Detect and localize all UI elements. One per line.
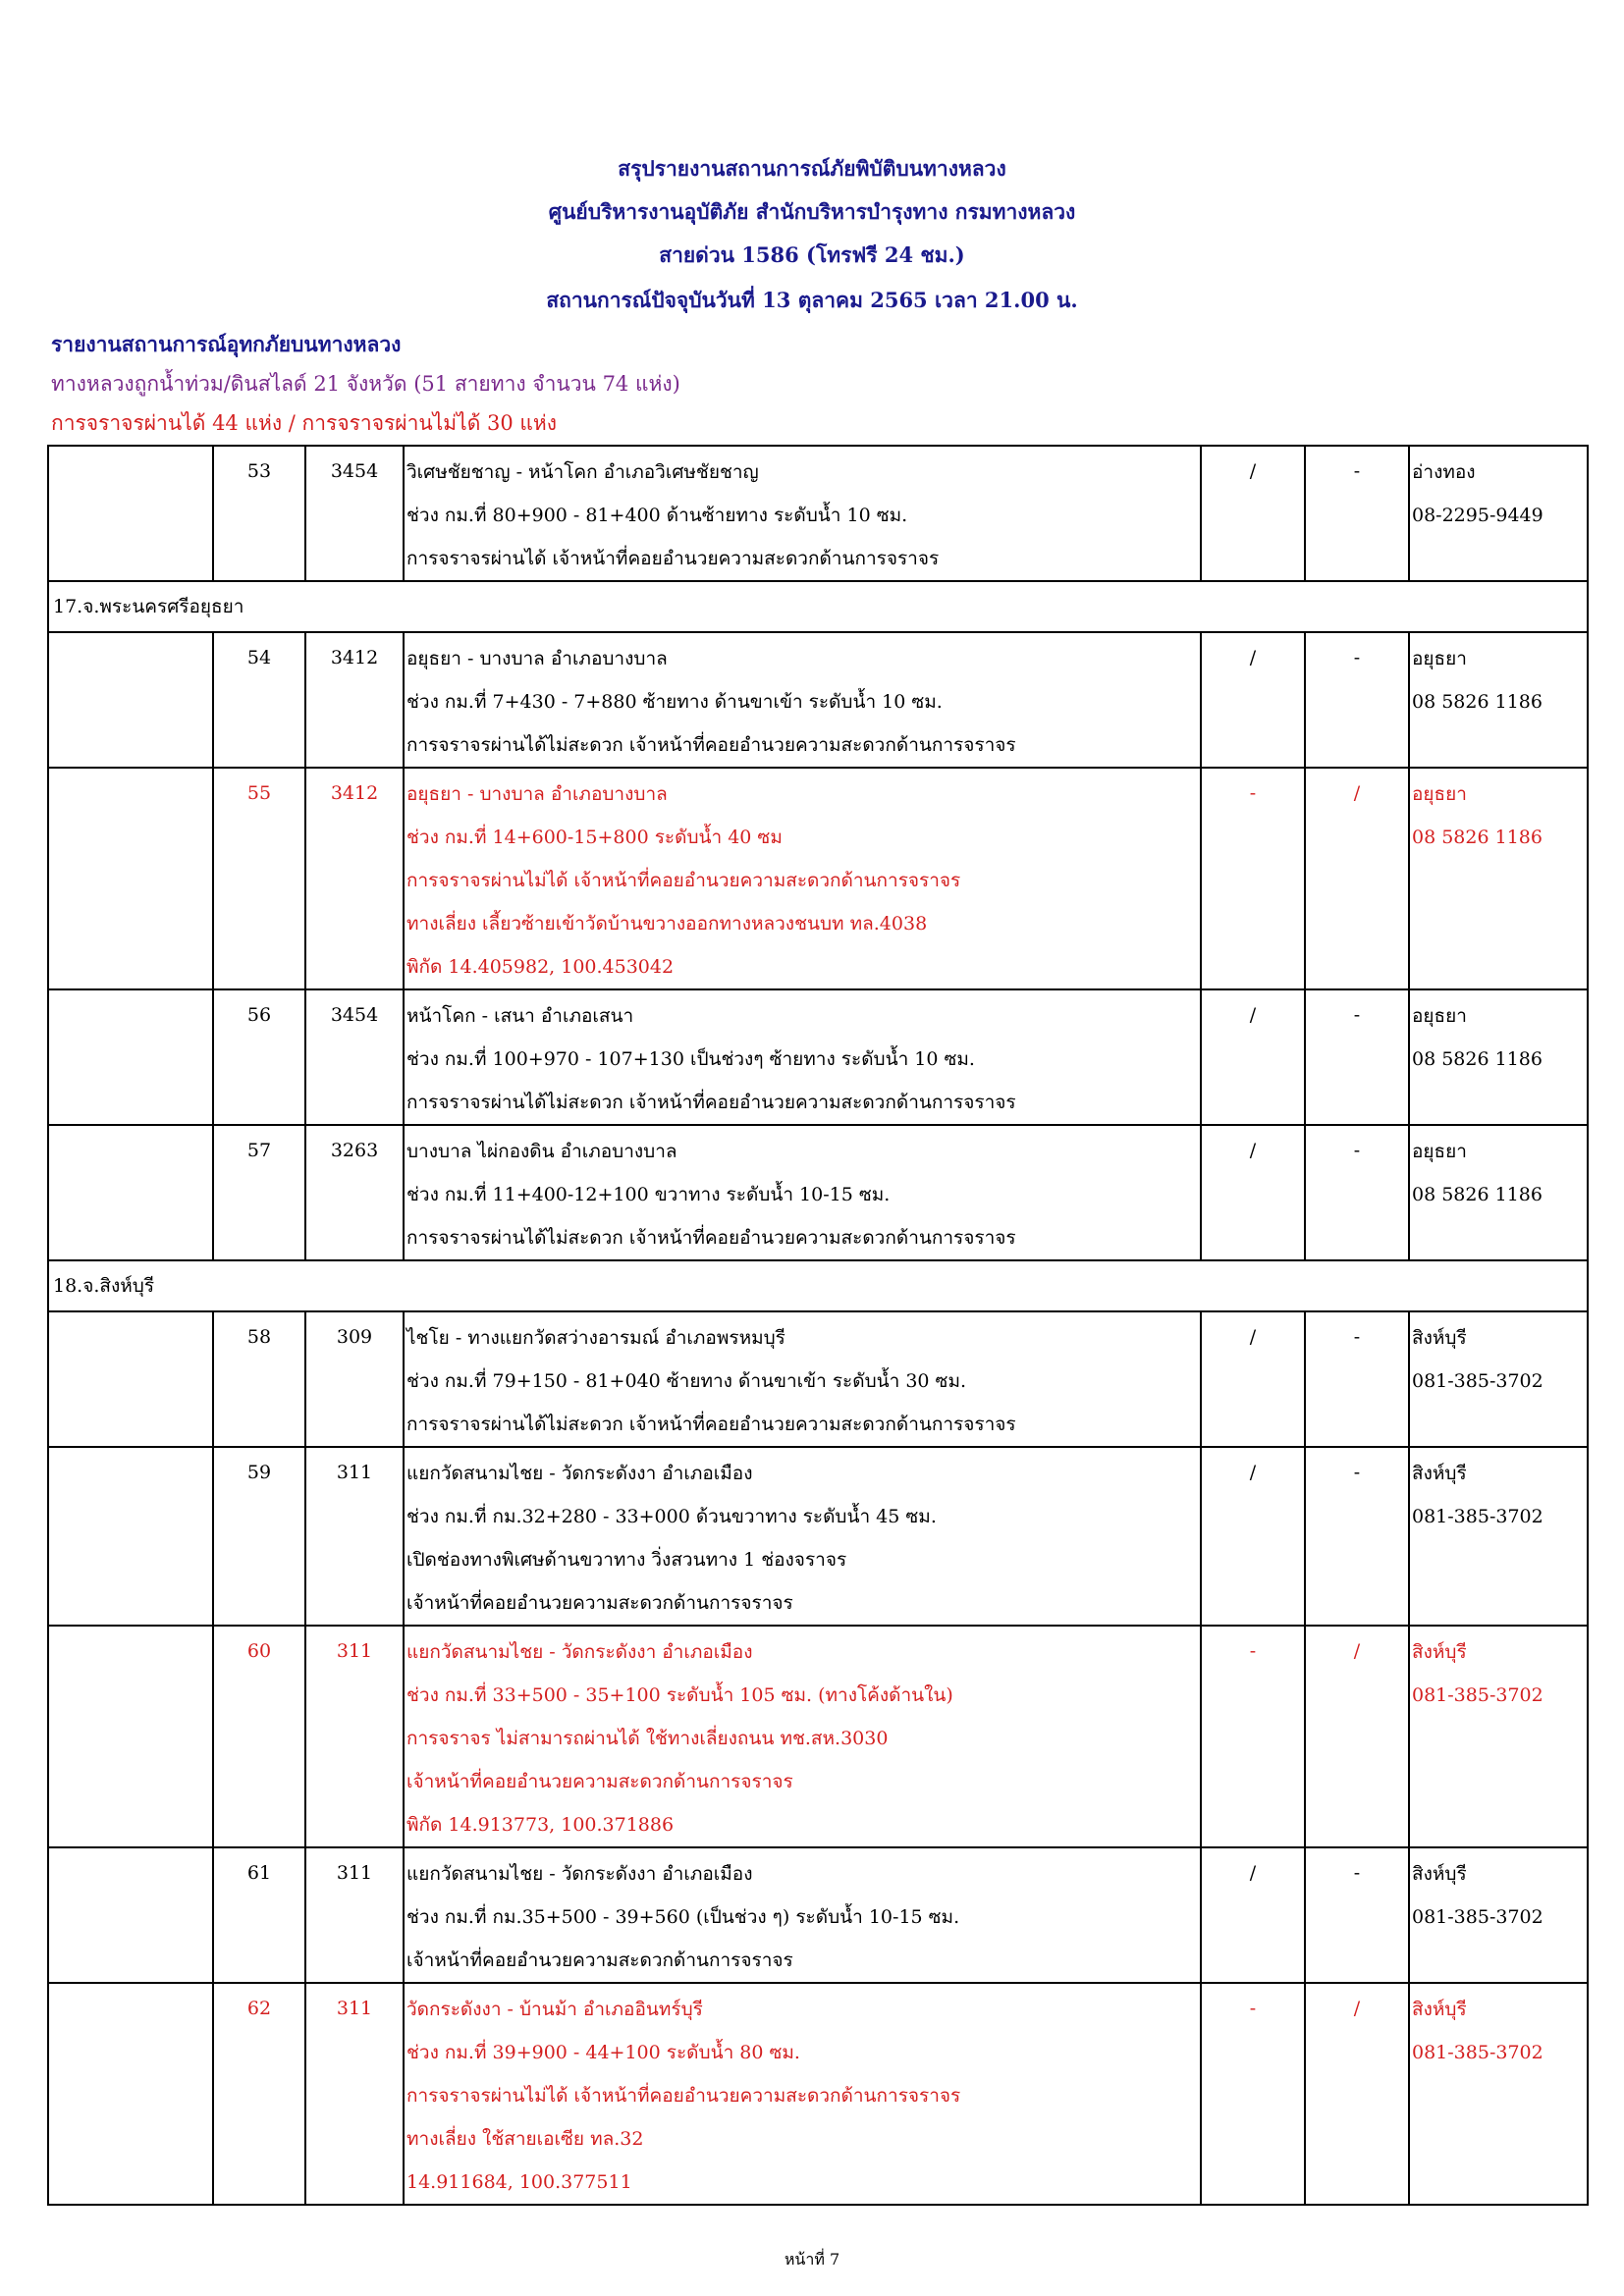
impassable-mark: -	[1305, 1447, 1409, 1626]
page-number: หน้าที่ 7	[784, 2250, 840, 2269]
table-row	[48, 1847, 1588, 1983]
contact-cell	[1409, 632, 1588, 768]
contact-office: อ่างทอง	[1412, 461, 1476, 483]
detail-line: อยุธยา - บางบาล อำเภอบางบาล	[406, 783, 668, 805]
contact-office: อยุธยา	[1412, 648, 1467, 669]
impassable-mark: -	[1305, 632, 1409, 768]
passable-mark: /	[1201, 989, 1305, 1125]
summary-traffic: การจราจรผ่านได้ 44 แห่ง / การจราจรผ่านไม่ได้ 30 แห่ง	[51, 411, 558, 435]
blank-cell	[48, 768, 213, 989]
detail-line: การจราจรผ่านได้ไม่สะดวก เจ้าหน้าที่คอยอำนวยความสะดวกด้านการจราจร	[406, 734, 1016, 756]
detail-line: อยุธยา - บางบาล อำเภอบางบาล	[406, 648, 668, 669]
row-number: 57	[213, 1125, 305, 1260]
passable-mark: /	[1201, 1125, 1305, 1260]
report-agency: ศูนย์บริหารงานอุบัติภัย สำนักบริหารบำรุงทาง กรมทางหลวง	[548, 199, 1076, 224]
detail-line: 14.911684, 100.377511	[406, 2171, 632, 2193]
table-row	[48, 768, 1588, 989]
detail-line: ช่วง กม.ที่ 7+430 - 7+880 ซ้ายทาง ด้านขาเข้า ระดับน้ำ 10 ซม.	[406, 691, 943, 713]
location-details	[404, 1847, 1201, 1983]
row-number: 56	[213, 989, 305, 1125]
impassable-mark: /	[1305, 768, 1409, 989]
contact-phone: 08 5826 1186	[1412, 1184, 1543, 1205]
impassable-mark: /	[1305, 1983, 1409, 2205]
passable-mark: -	[1201, 1983, 1305, 2205]
province-name: 18.จ.สิงห์บุรี	[48, 1260, 1588, 1311]
detail-line: พิกัด 14.405982, 100.453042	[406, 956, 675, 978]
blank-cell	[48, 1311, 213, 1447]
impassable-mark: -	[1305, 1847, 1409, 1983]
detail-line: การจราจรผ่านได้ไม่สะดวก เจ้าหน้าที่คอยอำนวยความสะดวกด้านการจราจร	[406, 1227, 1016, 1249]
detail-line: วัดกระดังงา - บ้านม้า อำเภออินทร์บุรี	[406, 1999, 703, 2020]
impassable-mark: -	[1305, 989, 1409, 1125]
route-number: 311	[305, 1847, 404, 1983]
contact-office: อยุธยา	[1412, 783, 1467, 805]
row-number: 61	[213, 1847, 305, 1983]
contact-phone: 08 5826 1186	[1412, 691, 1543, 713]
detail-line: ช่วง กม.ที่ กม.32+280 - 33+000 ด้วนขวาทาง ระดับน้ำ 45 ซม.	[406, 1506, 937, 1527]
contact-cell	[1409, 1311, 1588, 1447]
row-number: 58	[213, 1311, 305, 1447]
detail-line: การจราจร ไม่สามารถผ่านได้ ใช้ทางเลี่ยงถนน ทช.สห.3030	[406, 1728, 889, 1749]
location-details	[404, 1983, 1201, 2205]
incident-table	[47, 445, 1589, 2206]
detail-line: การจราจรผ่านไม่ได้ เจ้าหน้าที่คอยอำนวยความสะดวกด้านการจราจร	[406, 2085, 961, 2107]
contact-phone: 08-2295-9449	[1412, 505, 1543, 526]
location-details	[404, 989, 1201, 1125]
province-name: 17.จ.พระนครศรีอยุธยา	[48, 581, 1588, 632]
blank-cell	[48, 989, 213, 1125]
contact-phone: 08 5826 1186	[1412, 1048, 1543, 1070]
contact-cell	[1409, 1847, 1588, 1983]
province-row	[48, 581, 1588, 632]
location-details	[404, 1311, 1201, 1447]
contact-office: สิงห์บุรี	[1412, 1463, 1467, 1484]
detail-line: เจ้าหน้าที่คอยอำนวยความสะดวกด้านการจราจร	[406, 1592, 793, 1614]
detail-line: แยกวัดสนามไชย - วัดกระดังงา อำเภอเมือง	[406, 1463, 753, 1484]
location-details	[404, 446, 1201, 581]
route-number: 311	[305, 1626, 404, 1847]
detail-line: เจ้าหน้าที่คอยอำนวยความสะดวกด้านการจราจร	[406, 1949, 793, 1971]
contact-cell	[1409, 768, 1588, 989]
row-number: 54	[213, 632, 305, 768]
contact-phone: 08 5826 1186	[1412, 827, 1543, 848]
row-number: 62	[213, 1983, 305, 2205]
table-row	[48, 1983, 1588, 2205]
detail-line: หน้าโคก - เสนา อำเภอเสนา	[406, 1005, 634, 1027]
detail-line: ทางเลี่ยง ใช้สายเอเซีย ทล.32	[406, 2128, 644, 2150]
contact-cell	[1409, 1983, 1588, 2205]
impassable-mark: -	[1305, 1125, 1409, 1260]
contact-phone: 081-385-3702	[1412, 1684, 1543, 1706]
route-number: 3412	[305, 768, 404, 989]
passable-mark: /	[1201, 446, 1305, 581]
detail-line: เจ้าหน้าที่คอยอำนวยความสะดวกด้านการจราจร	[406, 1771, 793, 1792]
detail-line: การจราจรผ่านไม่ได้ เจ้าหน้าที่คอยอำนวยความสะดวกด้านการจราจร	[406, 870, 961, 891]
blank-cell	[48, 1983, 213, 2205]
report-header	[0, 147, 1624, 322]
contact-cell	[1409, 446, 1588, 581]
table-row	[48, 1447, 1588, 1626]
contact-office: อยุธยา	[1412, 1141, 1467, 1162]
detail-line: วิเศษชัยชาญ - หน้าโคก อำเภอวิเศษชัยชาญ	[406, 461, 759, 483]
passable-mark: /	[1201, 1311, 1305, 1447]
contact-cell	[1409, 989, 1588, 1125]
impassable-mark: /	[1305, 1626, 1409, 1847]
contact-phone: 081-385-3702	[1412, 2042, 1543, 2063]
province-row	[48, 1260, 1588, 1311]
report-title: สรุปรายงานสถานการณ์ภัยพิบัติบนทางหลวง	[618, 156, 1006, 181]
impassable-mark: -	[1305, 446, 1409, 581]
contact-phone: 081-385-3702	[1412, 1506, 1543, 1527]
blank-cell	[48, 1847, 213, 1983]
detail-line: ช่วง กม.ที่ กม.35+500 - 39+560 (เป็นช่วง ๆ) ระดับน้ำ 10-15 ซม.	[406, 1906, 960, 1928]
contact-cell	[1409, 1626, 1588, 1847]
table-row	[48, 1626, 1588, 1847]
route-number: 3412	[305, 632, 404, 768]
detail-line: ทางเลี่ยง เลี้ยวซ้ายเข้าวัดบ้านขวางออกทางหลวงชนบท ทล.4038	[406, 913, 928, 934]
location-details	[404, 768, 1201, 989]
contact-office: สิงห์บุรี	[1412, 1327, 1467, 1349]
passable-mark: -	[1201, 768, 1305, 989]
blank-cell	[48, 1125, 213, 1260]
summary-title: รายงานสถานการณ์อุทกภัยบนทางหลวง	[51, 332, 402, 356]
location-details	[404, 1125, 1201, 1260]
contact-phone: 081-385-3702	[1412, 1370, 1543, 1392]
passable-mark: -	[1201, 1626, 1305, 1847]
detail-line: บางบาล ไผ่กองดิน อำเภอบางบาล	[406, 1141, 677, 1162]
detail-line: การจราจรผ่านได้ไม่สะดวก เจ้าหน้าที่คอยอำนวยความสะดวกด้านการจราจร	[406, 1414, 1016, 1435]
blank-cell	[48, 1626, 213, 1847]
row-number: 53	[213, 446, 305, 581]
summary-affected: ทางหลวงถูกน้ำท่วม/ดินสไลด์ 21 จังหวัด (51 สายทาง จำนวน 74 แห่ง)	[51, 372, 680, 396]
contact-office: สิงห์บุรี	[1412, 1999, 1467, 2020]
route-number: 309	[305, 1311, 404, 1447]
table-row	[48, 1311, 1588, 1447]
row-number: 55	[213, 768, 305, 989]
route-number: 311	[305, 1447, 404, 1626]
table-row	[48, 1125, 1588, 1260]
table-row	[48, 989, 1588, 1125]
table-row	[48, 632, 1588, 768]
contact-cell	[1409, 1125, 1588, 1260]
detail-line: เปิดช่องทางพิเศษด้านขวาทาง วิ่งสวนทาง 1 ช่องจราจร	[406, 1549, 847, 1571]
detail-line: การจราจรผ่านได้ เจ้าหน้าที่คอยอำนวยความสะดวกด้านการจราจร	[406, 548, 940, 569]
detail-line: ช่วง กม.ที่ 100+970 - 107+130 เป็นช่วงๆ ซ้ายทาง ระดับน้ำ 10 ซม.	[406, 1048, 975, 1070]
detail-line: ช่วง กม.ที่ 79+150 - 81+040 ซ้ายทาง ด้านขาเข้า ระดับน้ำ 30 ซม.	[406, 1370, 967, 1392]
contact-office: สิงห์บุรี	[1412, 1863, 1467, 1885]
row-number: 59	[213, 1447, 305, 1626]
contact-office: สิงห์บุรี	[1412, 1641, 1467, 1663]
route-number: 3454	[305, 989, 404, 1125]
impassable-mark: -	[1305, 1311, 1409, 1447]
detail-line: การจราจรผ่านได้ไม่สะดวก เจ้าหน้าที่คอยอำนวยความสะดวกด้านการจราจร	[406, 1092, 1016, 1113]
detail-line: ช่วง กม.ที่ 39+900 - 44+100 ระดับน้ำ 80 ซม.	[406, 2042, 800, 2063]
passable-mark: /	[1201, 1447, 1305, 1626]
location-details	[404, 1626, 1201, 1847]
contact-office: อยุธยา	[1412, 1005, 1467, 1027]
row-number: 60	[213, 1626, 305, 1847]
detail-line: ช่วง กม.ที่ 11+400-12+100 ขวาทาง ระดับน้ำ 10-15 ซม.	[406, 1184, 891, 1205]
blank-cell	[48, 1447, 213, 1626]
location-details	[404, 632, 1201, 768]
hotline: สายด่วน 1586 (โทรฟรี 24 ชม.)	[659, 242, 965, 267]
report-datetime: สถานการณ์ปัจจุบันวันที่ 13 ตุลาคม 2565 เวลา 21.00 น.	[546, 288, 1078, 312]
detail-line: ช่วง กม.ที่ 33+500 - 35+100 ระดับน้ำ 105 ซม. (ทางโค้งด้านใน)	[406, 1684, 953, 1706]
detail-line: ช่วง กม.ที่ 80+900 - 81+400 ด้านซ้ายทาง ระดับน้ำ 10 ซม.	[406, 505, 908, 526]
detail-line: ไชโย - ทางแยกวัดสว่างอารมณ์ อำเภอพรหมบุรี	[406, 1327, 785, 1349]
contact-phone: 081-385-3702	[1412, 1906, 1543, 1928]
detail-line: แยกวัดสนามไชย - วัดกระดังงา อำเภอเมือง	[406, 1641, 753, 1663]
blank-cell	[48, 446, 213, 581]
detail-line: ช่วง กม.ที่ 14+600-15+800 ระดับน้ำ 40 ซม	[406, 827, 783, 848]
detail-line: พิกัด 14.913773, 100.371886	[406, 1814, 675, 1836]
table-row	[48, 446, 1588, 581]
route-number: 3454	[305, 446, 404, 581]
passable-mark: /	[1201, 1847, 1305, 1983]
passable-mark: /	[1201, 632, 1305, 768]
location-details	[404, 1447, 1201, 1626]
route-number: 311	[305, 1983, 404, 2205]
detail-line: แยกวัดสนามไชย - วัดกระดังงา อำเภอเมือง	[406, 1863, 753, 1885]
blank-cell	[48, 632, 213, 768]
route-number: 3263	[305, 1125, 404, 1260]
contact-cell	[1409, 1447, 1588, 1626]
